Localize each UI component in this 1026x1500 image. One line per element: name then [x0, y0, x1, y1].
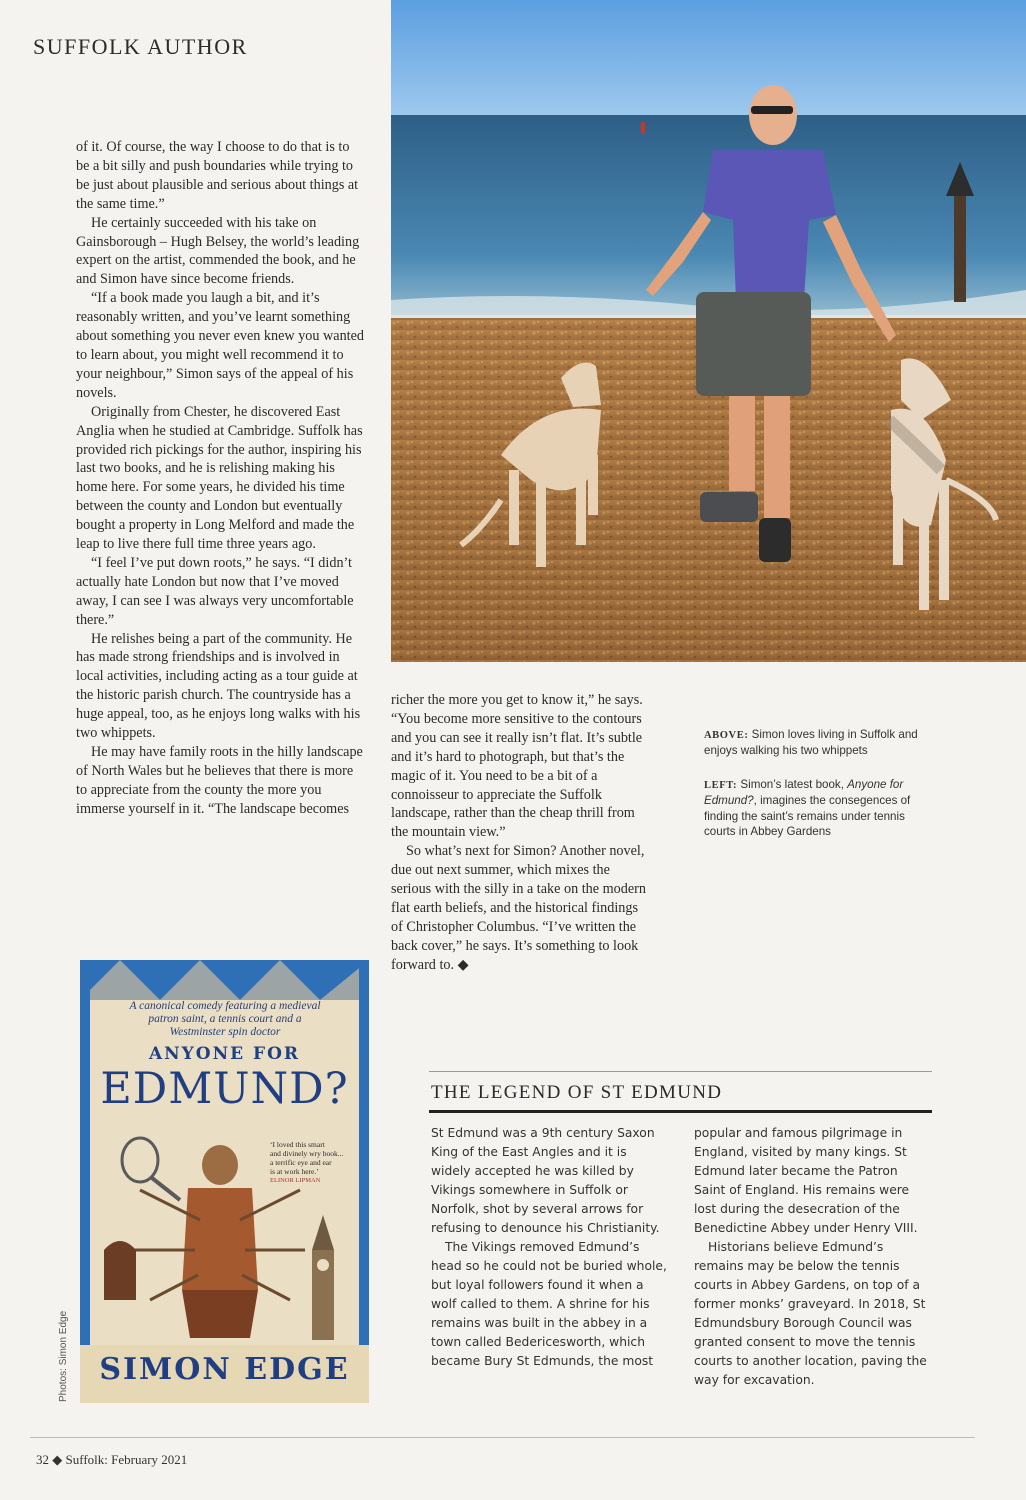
- paragraph: St Edmund was a 9th century Saxon King of the East Angles and it is widely accepted he was killed by Vikings somewhere in Suffolk or Norfolk, shot by several arrows for refusing to denounce his Christianity.: [431, 1126, 660, 1235]
- photo-credit: Photos: Simon Edge: [58, 1310, 69, 1402]
- paragraph: of it. Of course, the way I choose to do that is to be a bit silly and push boundaries while trying to be just about plausible and serious about things at the same time.”: [76, 139, 359, 212]
- cover-title-1: ANYONE FOR: [148, 1044, 301, 1064]
- article-column-1: [76, 138, 366, 819]
- cover-quote-line: is at work here.’: [270, 1167, 319, 1176]
- caption-text: Simon loves living in Suffolk and enjoys walking his two whippets: [704, 728, 918, 758]
- cover-author: SIMON EDGE: [99, 1352, 350, 1387]
- paragraph: Originally from Chester, he discovered East Anglia when he studied at Cambridge. Suffolk has provided rich pickings for the author, inspiring his last two books, and he is relishing making his home here. For some years, he divided his time between the county and London but eventually bought a property in Long Melford and made the leap to live there full time three years ago.: [76, 403, 363, 553]
- paragraph: popular and famous pilgrimage in England, visited by many kings. St Edmund later became the Patron Saint of England. His remains were lost during the desecration of the Benedictine Abbey under Henry VIII.: [694, 1126, 918, 1235]
- cover-title-2: EDMUND?: [100, 1064, 349, 1114]
- book-title: Anyone for Edmund?: [704, 778, 904, 808]
- cover-tagline-line: Westminster spin doctor: [169, 1026, 281, 1038]
- article-column-2: [391, 691, 653, 975]
- cover-tagline: [108, 1000, 342, 1039]
- legend-column-1: [431, 1124, 669, 1371]
- caption-label: ABOVE:: [704, 730, 749, 741]
- legend-divider: [429, 1071, 932, 1072]
- paragraph: The Vikings removed Edmund’s head so he could not be buried whole, but loyal followers found it when a wolf called to them. A shrine for his remains was built in the abbey in a town called Bedericesworth, which became Bury St Edmunds, the most: [431, 1240, 667, 1368]
- cover-quote-line: and divinely wry book...: [270, 1149, 344, 1158]
- section-header: SUFFOLK AUTHOR: [33, 34, 248, 59]
- paragraph: richer the more you get to know it,” he says. “You become more sensitive to the contours and you can see it really isn’t flat. It’s subtle and it’s hard to photograph, but that’s the magic of it. You need to be a bit of a connoisseur to appreciate the Suffolk landscape, rather than the cheap thrill from the mountain view.”: [391, 692, 643, 841]
- caption-text: Simon’s latest book,: [740, 778, 844, 791]
- beach-photo: [391, 0, 1026, 662]
- paragraph: “If a book made you laugh a bit, and it’s reasonably written, and you’ve learnt something about something you never even knew you wanted to learn about, you might well recommend it to your neighbour,” Simon says of the appeal of his novels.: [76, 290, 365, 401]
- cover-quote-author: ELINOR LIPMAN: [270, 1177, 321, 1184]
- beach-photo-image: [391, 0, 1026, 662]
- caption-text: , imagines the consegences of finding the saint’s remains under tennis courts in Abbey Gardens: [704, 794, 911, 838]
- cover-quote-line: ‘I loved this smart: [270, 1140, 325, 1149]
- caption-left: [704, 777, 934, 839]
- cover-quote: [270, 1140, 365, 1185]
- caption-above: [704, 727, 934, 759]
- book-cover: [80, 960, 369, 1403]
- legend-underline: [429, 1110, 932, 1113]
- legend-title: THE LEGEND OF ST EDMUND: [431, 1082, 723, 1103]
- paragraph: Historians believe Edmund’s remains may be below the tennis courts in Abbey Gardens, on top of a former monks’ graveyard. In 2018, St Edmundsbury Borough Council was granted consent to move the tennis courts to another location, paving the way for excavation.: [694, 1240, 927, 1387]
- paragraph: He certainly succeeded with his take on Gainsborough – Hugh Belsey, the world’s leading expert on the artist, commended the book, and he and Simon have since become friends.: [76, 214, 360, 288]
- legend-column-2: [694, 1124, 932, 1390]
- cover-tagline-line: A canonical comedy featuring a medieval: [129, 1000, 321, 1012]
- caption-label: LEFT:: [704, 780, 738, 791]
- paragraph: So what’s next for Simon? Another novel, due out next summer, which mixes the serious with the silly in a take on the modern flat earth beliefs, and the historical findings of Christopher Columbus. “I’ve written the back cover,” he says. It’s something to look forward to. ◆: [391, 843, 646, 973]
- footer-divider: [30, 1437, 975, 1438]
- paragraph: “I feel I’ve put down roots,” he says. “I didn’t actually hate London but now that I’ve moved away, I can see I was always very uncomfortable there.”: [76, 554, 354, 628]
- page-footer: 32 ◆ Suffolk: February 2021: [36, 1452, 188, 1467]
- paragraph: He may have family roots in the hilly landscape of North Wales but he believes that there is more to appreciate from the county the more you immerse yourself in it. “The landscape becomes: [76, 744, 363, 817]
- cover-quote-line: a terrific eye and ear: [270, 1158, 332, 1167]
- paragraph: He relishes being a part of the community. He has made strong friendships and is involved in local activities, including acting as a tour guide at the historic parish church. The countryside has a huge appeal, too, as he enjoys long walks with his two whippets.: [76, 630, 361, 742]
- cover-tagline-line: patron saint, a tennis court and a: [148, 1013, 302, 1025]
